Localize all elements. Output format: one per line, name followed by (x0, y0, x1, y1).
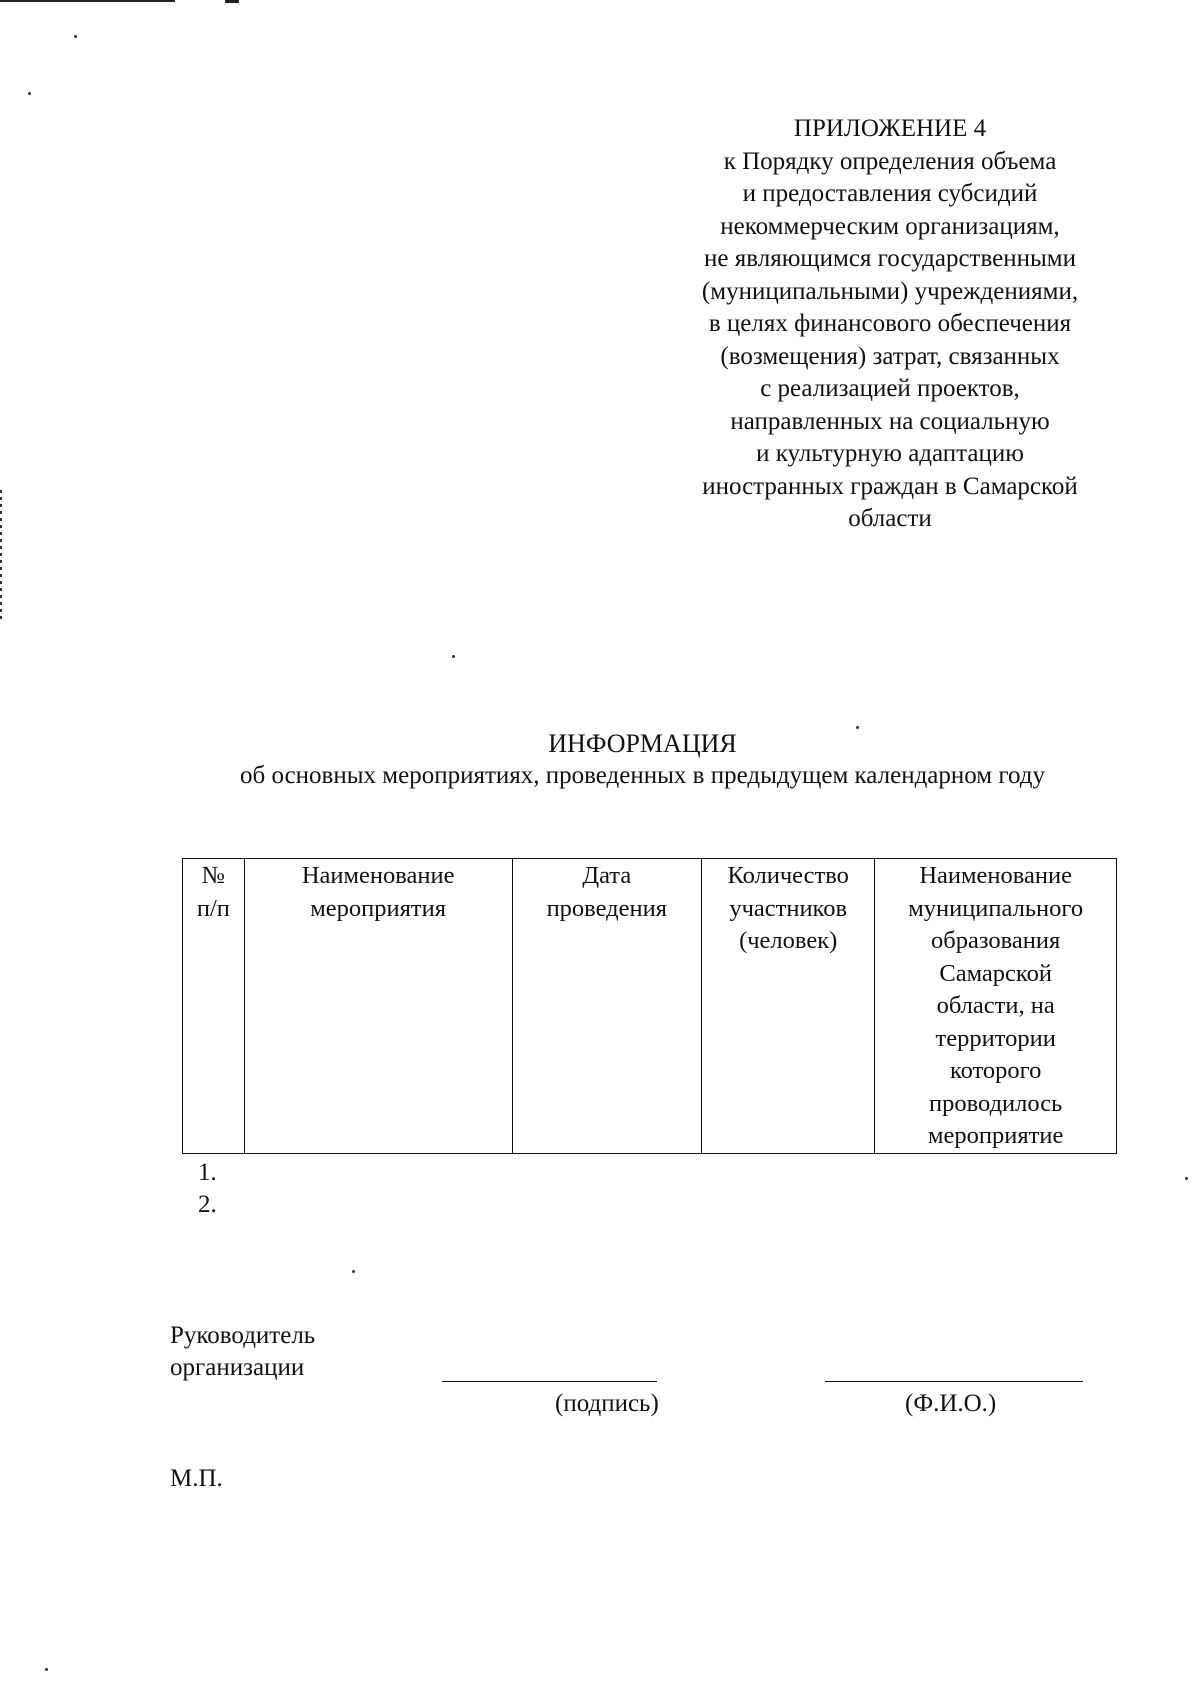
header-event-name-line: мероприятия (310, 894, 446, 922)
header-event-date-line: проведения (546, 894, 667, 922)
header-municipality-line: проводилось (929, 1089, 1063, 1117)
appendix-line: с реализацией проектов, (760, 375, 1020, 402)
appendix-header (660, 113, 1120, 536)
document-title: ИНФОРМАЦИЯ (548, 729, 737, 758)
scan-speck (28, 92, 31, 95)
header-participant-count-line: (человек) (739, 927, 838, 954)
appendix-line: направленных на социальную (730, 407, 1050, 435)
header-event-date-line: Дата (582, 862, 632, 889)
scan-artifact-top-tick (225, 0, 239, 3)
signature-line (442, 1381, 657, 1382)
header-event-date (512, 859, 702, 1154)
header-number-line: № (201, 862, 226, 889)
appendix-line: в целях финансового обеспечения (708, 310, 1072, 337)
signatory-role (170, 1320, 315, 1384)
table-row-numbers (198, 1157, 217, 1221)
header-municipality-line: территории (935, 1024, 1056, 1052)
appendix-line: к Порядку определения объема (723, 147, 1057, 175)
scan-artifact-top-line (0, 0, 175, 2)
row-number: 1. (198, 1159, 217, 1186)
appendix-line: (возмещения) затрат, связанных (720, 342, 1060, 370)
full-name-line (825, 1381, 1083, 1382)
appendix-line: некоммерческим организациям, (720, 212, 1060, 240)
header-participant-count (702, 859, 875, 1154)
scan-speck (1185, 1177, 1188, 1180)
signatory-role-line: организации (170, 1354, 305, 1381)
table-header-row (183, 859, 1117, 1154)
appendix-line: иностранных граждан в Самарской (702, 472, 1078, 500)
header-municipality-line: муниципального (908, 894, 1084, 922)
appendix-line: и культурную адаптацию (756, 440, 1024, 467)
appendix-line: и предоставления субсидий (742, 180, 1038, 207)
appendix-line: не являющимся государственными (704, 245, 1076, 272)
appendix-title: ПРИЛОЖЕНИЕ 4 (793, 115, 987, 142)
header-municipality-line: образования (931, 927, 1061, 954)
scan-artifact-left-edge (0, 490, 2, 620)
header-participant-count-line: Количество (727, 862, 849, 889)
header-municipality-line: Наименование (919, 862, 1072, 889)
scan-speck (352, 1270, 355, 1273)
appendix-line: области (848, 505, 932, 532)
header-municipality-line: области, на (936, 992, 1055, 1019)
document-subtitle: об основных мероприятиях, проведенных в предыдущем календарном году (239, 762, 1045, 789)
stamp-place-label: М.П. (170, 1465, 223, 1492)
header-municipality-line: Самарской (939, 959, 1052, 987)
appendix-line: (муниципальными) учреждениями, (701, 277, 1079, 305)
full-name-caption: (Ф.И.О.) (905, 1390, 997, 1417)
header-participant-count-line: участников (729, 894, 848, 922)
signatory-role-line: Руководитель (170, 1322, 316, 1349)
header-event-name (244, 859, 512, 1154)
header-municipality-line: которого (949, 1057, 1042, 1084)
scan-speck (74, 35, 77, 38)
header-municipality-line: мероприятие (928, 1122, 1064, 1149)
header-number (183, 859, 245, 1154)
header-number-line: п/п (196, 894, 230, 922)
header-municipality (875, 859, 1117, 1154)
scan-speck (45, 1668, 48, 1671)
signature-caption: (подпись) (555, 1390, 659, 1417)
row-number: 2. (198, 1191, 217, 1218)
scan-speck (452, 655, 455, 658)
events-table (182, 858, 1117, 1154)
header-event-name-line: Наименование (301, 862, 455, 889)
